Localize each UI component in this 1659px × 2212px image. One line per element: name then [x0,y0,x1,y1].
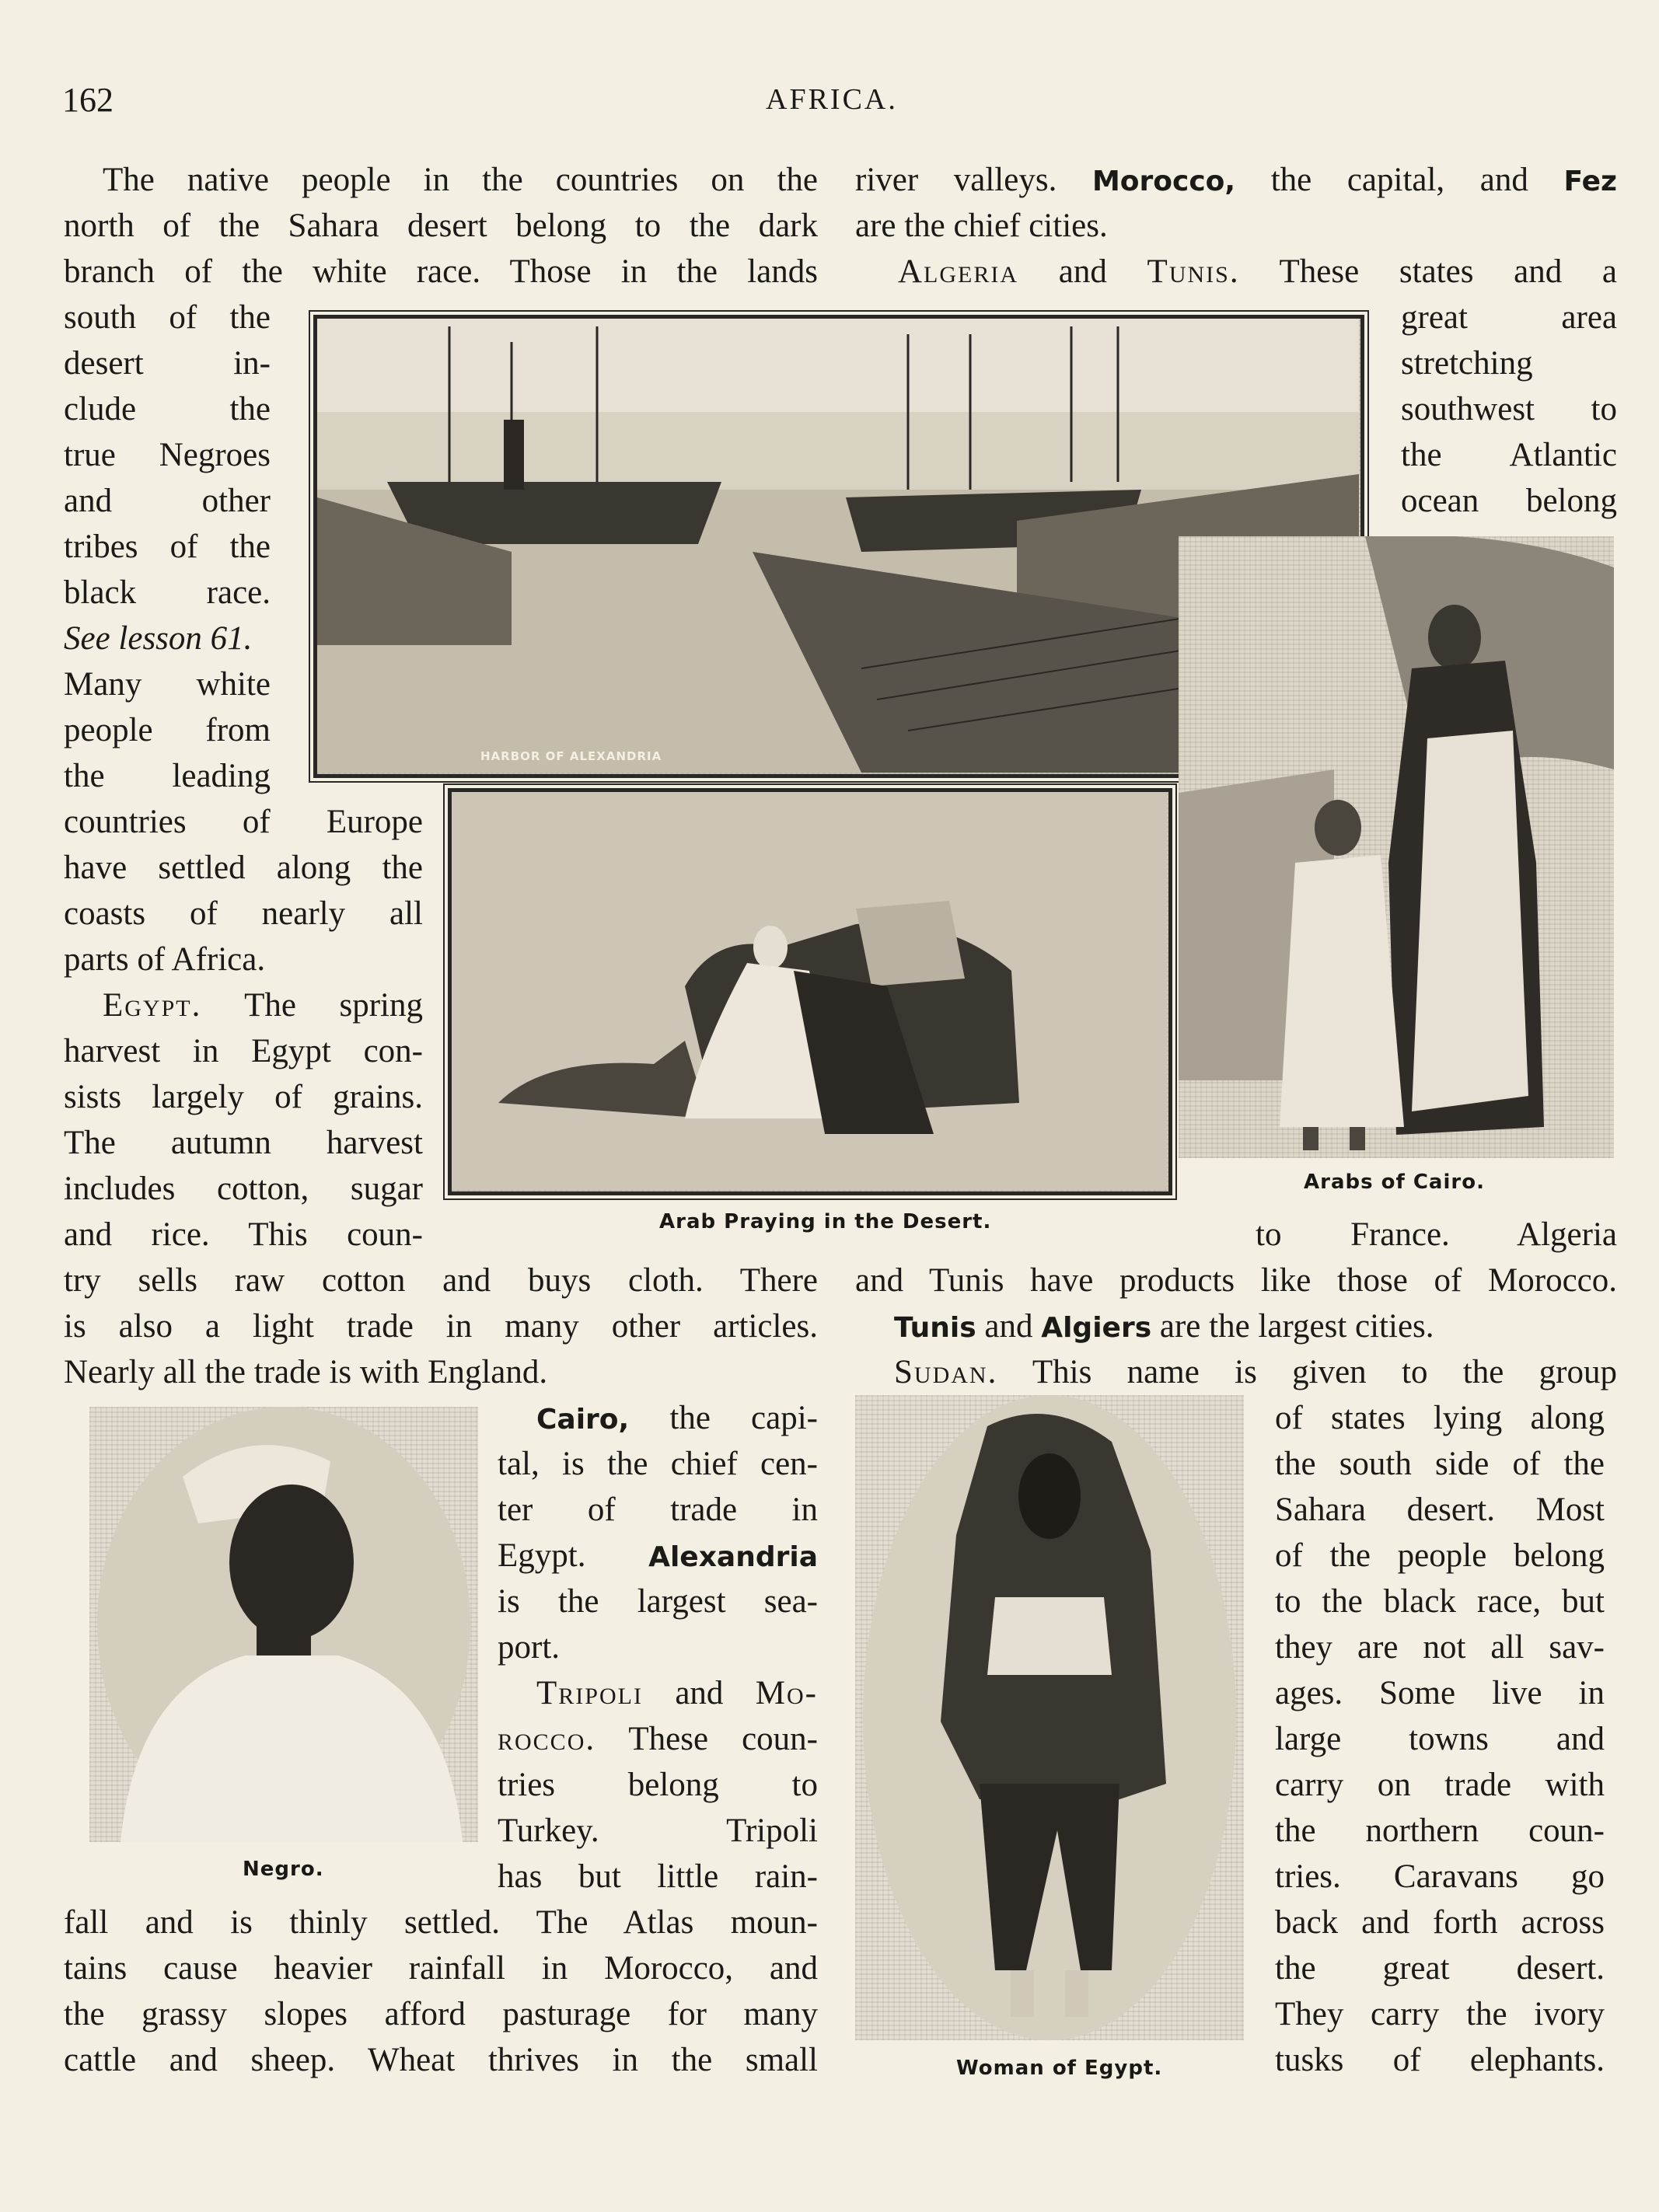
text-line: carry on trade with [1275,1767,1605,1803]
lesson-reference: See lesson 61. [64,620,253,657]
text-line: black race. [64,574,271,611]
section-heading-morocco-cont: rocco. [498,1721,596,1757]
text-line: is also a light trade in many other articles. [64,1308,818,1345]
city-name-morocco: Morocco, [1091,166,1236,197]
text-line: the grassy slopes afford pasturage for many [64,1996,818,2032]
text-line [536,1395,818,1441]
text-line: port. [498,1629,561,1666]
text-line: harvest in Egypt con- [64,1033,423,1069]
city-name-cairo: Cairo, [536,1404,630,1436]
text-line [855,157,1617,203]
city-name-tunis: Tunis [894,1312,976,1344]
text-line: ter of trade in [498,1492,818,1528]
text-span: These states and a [1279,253,1617,290]
text-line: to France. Algeria [1256,1216,1617,1253]
caption-arabs-of-cairo: Arabs of Cairo. [1304,1171,1485,1194]
text-line: north of the Sahara desert belong to the dark [64,208,818,244]
text-line: They carry the ivory [1275,1996,1605,2032]
arab-praying-illustration [448,788,1172,1195]
text-line: is the largest sea- [498,1583,818,1620]
text-line: countries of Europe [64,804,423,840]
text-line: of the people belong [1275,1537,1605,1574]
text-line: tries belong to [498,1767,818,1803]
text-span: The spring [244,987,423,1024]
section-heading-morocco: Mo- [755,1675,818,1711]
text-line: tal, is the chief cen- [498,1446,818,1482]
caption-arab-praying: Arab Praying in the Desert. [659,1210,992,1233]
city-name-fez: Fez [1563,166,1617,197]
arabs-of-cairo-illustration [1179,536,1614,1158]
text-span: Egypt. [498,1537,586,1574]
text-line: Sahara desert. Most [1275,1492,1605,1528]
text-line: tries. Caravans go [1275,1858,1605,1895]
text-span: This name is given to the group [1032,1354,1617,1390]
text-line: Turkey. Tripoli [498,1813,818,1849]
city-name-algiers: Algiers [1041,1312,1152,1344]
text-line: tribes of the [64,529,271,565]
text-line: the leading [64,758,271,794]
text-span: river valleys. [855,162,1057,198]
text-line: parts of Africa. [64,941,266,978]
text-line: people from [64,712,271,748]
negro-portrait-scene [89,1407,478,1842]
section-heading-egypt: Egypt. [103,987,202,1024]
text-span: and [675,1675,724,1711]
text-line: branch of the white race. Those in the lands [64,253,818,290]
text-line [536,1670,818,1716]
text-line [498,1716,818,1762]
text-line: and Tunis have products like those of Morocco. [855,1262,1617,1299]
text-line: includes cotton, sugar [64,1171,423,1207]
text-line: large towns and [1275,1721,1605,1757]
text-line: sists largely of grains. [64,1079,423,1115]
text-line: and rice. This coun- [64,1216,423,1253]
text-line: has but little rain- [498,1858,818,1895]
section-heading-sudan: Sudan. [894,1354,998,1390]
text-line: south of the [64,299,271,336]
text-line: the northern coun- [1275,1813,1605,1849]
page-number: 162 [62,81,114,119]
text-line [894,1349,1617,1395]
text-line: ages. Some live in [1275,1675,1605,1711]
text-line: Nearly all the trade is with England. [64,1354,548,1390]
text-span: These coun- [628,1721,818,1757]
negro-portrait-illustration [89,1407,478,1842]
text-line: southwest to [1401,391,1617,427]
text-line: The native people in the countries on the [103,162,818,198]
text-line: Many white [64,666,271,703]
text-line: ocean belong [1401,483,1617,519]
text-span: and [984,1308,1033,1345]
woman-of-egypt-illustration [855,1395,1244,2040]
section-heading-tunis: Tunis. [1147,253,1240,290]
text-span: the capi- [669,1400,818,1436]
text-line [894,1303,1617,1349]
text-line: tains cause heavier rainfall in Morocco, and [64,1950,818,1987]
text-line: stretching [1401,345,1533,382]
text-line: the south side of the [1275,1446,1605,1482]
text-span: and [1058,253,1107,290]
text-line [498,1533,818,1579]
text-line: the great desert. [1275,1950,1605,1987]
text-line: cattle and sheep. Wheat thrives in the small [64,2042,818,2078]
text-line: clude the [64,391,271,427]
text-line [898,249,1617,295]
harbor-caption: HARBOR OF ALEXANDRIA [480,749,662,763]
city-name-alexandria: Alexandria [648,1541,818,1573]
running-title: AFRICA. [766,83,898,116]
text-line: the Atlantic [1401,437,1617,473]
text-line: coasts of nearly all [64,895,423,932]
text-span: are the largest cities. [1159,1308,1434,1345]
text-line: tusks of elephants. [1275,2042,1605,2078]
text-line: of states lying along [1275,1400,1605,1436]
text-line: have settled along the [64,850,423,886]
arabs-of-cairo-scene [1179,536,1614,1158]
text-line: they are not all sav- [1275,1629,1605,1666]
text-line: desert in- [64,345,271,382]
text-span: the capital, and [1270,162,1528,198]
text-line: fall and is thinly settled. The Atlas moun- [64,1904,818,1941]
caption-woman-of-egypt: Woman of Egypt. [956,2057,1163,2080]
text-line: are the chief cities. [855,208,1108,244]
text-line: try sells raw cotton and buys cloth. There [64,1262,818,1299]
text-line: The autumn harvest [64,1125,423,1161]
woman-of-egypt-scene [855,1395,1244,2040]
text-line [103,982,423,1028]
arab-praying-scene [452,792,1167,1190]
text-line: great area [1401,299,1617,336]
section-heading-tripoli: Tripoli [536,1675,643,1711]
text-line: and other [64,483,271,519]
text-line: to the black race, but [1275,1583,1605,1620]
text-line: true Negroes [64,437,271,473]
text-line: back and forth across [1275,1904,1605,1941]
section-heading-algeria: Algeria [898,253,1019,290]
caption-negro: Negro. [243,1858,324,1881]
